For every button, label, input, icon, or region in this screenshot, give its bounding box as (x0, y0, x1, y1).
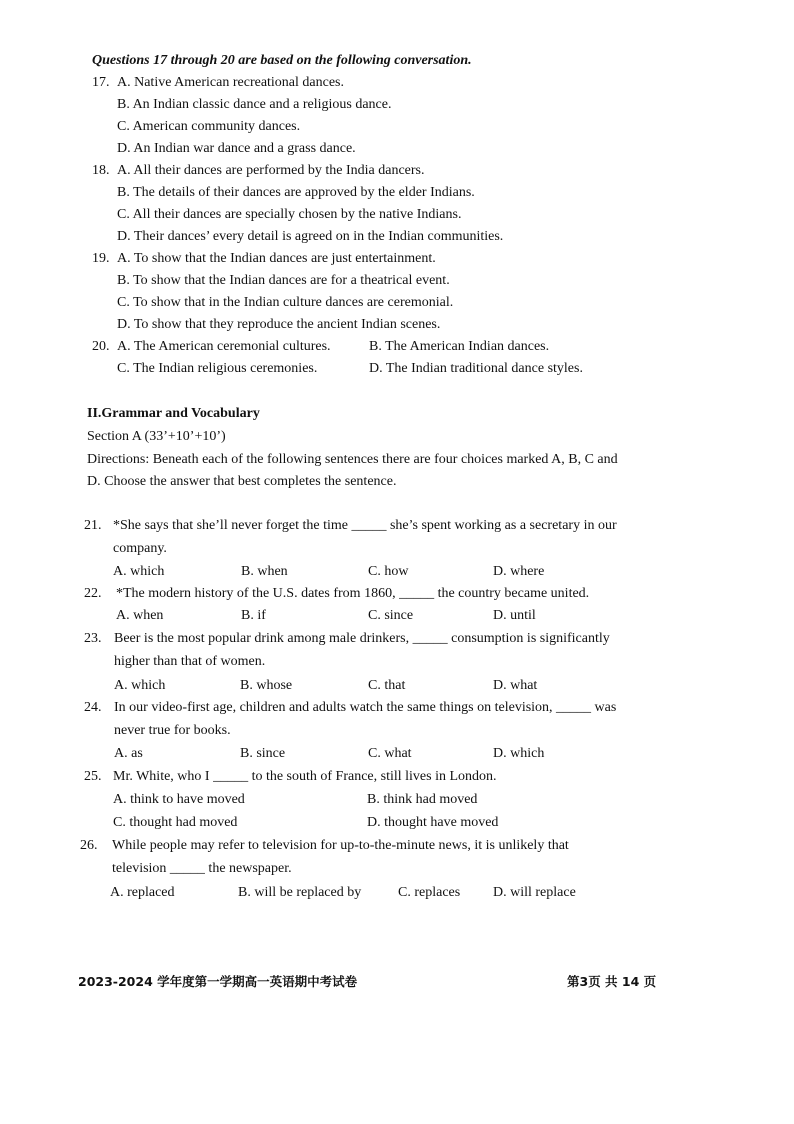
footer-exam-title: 2023-2024 学年度第一学期高一英语期中考试卷 (78, 974, 358, 989)
option-b: B. when (241, 564, 288, 579)
option-b: B. if (241, 608, 266, 623)
option-c: C. how (368, 564, 409, 579)
option-d: D. To show that they reproduce the ancient Indian scenes. (117, 317, 441, 332)
option-d: D. until (493, 608, 536, 623)
option-c: C. American community dances. (117, 119, 301, 134)
question-stem: In our video-first age, children and adults watch the same things on television, _____ was (114, 700, 617, 715)
directions-line-2: D. Choose the answer that best completes the sentence. (87, 474, 397, 489)
option-a: A. which (114, 678, 166, 693)
question-number: 23. (84, 631, 102, 646)
option-c: C. what (368, 746, 412, 761)
option-a: A. think to have moved (113, 792, 245, 807)
option-b: B. To show that the Indian dances are for a theatrical event. (117, 273, 450, 288)
question-stem: Mr. White, who I _____ to the south of France, still lives in London. (113, 769, 497, 784)
section-label: Section A (33’+10’+10’) (87, 429, 226, 444)
directions-line-1: Directions: Beneath each of the following sentences there are four choices marked A, B, C and (87, 452, 618, 467)
question-number: 24. (84, 700, 102, 715)
option-c: C. The Indian religious ceremonies. (117, 361, 318, 376)
option-b: B. The details of their dances are approved by the elder Indians. (117, 185, 475, 200)
question-number: 22. (84, 586, 102, 601)
question-stem: While people may refer to television for up-to-the-minute news, it is unlikely that (112, 838, 569, 853)
question-stem: *The modern history of the U.S. dates from 1860, _____ the country became united. (116, 586, 590, 601)
option-a: A. All their dances are performed by the India dancers. (117, 163, 425, 178)
option-a: A. replaced (110, 885, 175, 900)
question-number: 20. (92, 339, 110, 354)
question-number: 18. (92, 163, 110, 178)
option-a: A. as (114, 746, 143, 761)
question-number: 17. (92, 75, 110, 90)
option-b: B. The American Indian dances. (369, 339, 550, 354)
option-a: A. To show that the Indian dances are just entertainment. (117, 251, 436, 266)
question-stem-cont: higher than that of women. (114, 654, 266, 669)
option-a: A. which (113, 564, 165, 579)
option-b: B. since (240, 746, 286, 761)
option-c: C. To show that in the Indian culture dances are ceremonial. (117, 295, 454, 310)
option-b: B. will be replaced by (238, 885, 362, 900)
option-d: D. what (493, 678, 538, 693)
question-stem-cont: never true for books. (114, 723, 231, 738)
option-d: D. An Indian war dance and a grass dance. (117, 141, 356, 156)
option-b: B. think had moved (367, 792, 478, 807)
option-d: D. which (493, 746, 545, 761)
option-a: A. The American ceremonial cultures. (117, 339, 331, 354)
option-c: C. since (368, 608, 414, 623)
question-number: 19. (92, 251, 110, 266)
option-a: A. when (116, 608, 164, 623)
option-c: C. that (368, 678, 406, 693)
question-stem-cont: company. (113, 541, 167, 556)
question-number: 21. (84, 518, 102, 533)
option-c: C. replaces (398, 885, 461, 900)
option-d: D. The Indian traditional dance styles. (369, 361, 583, 376)
option-b: B. whose (240, 678, 293, 693)
option-b: B. An Indian classic dance and a religious dance. (117, 97, 392, 112)
option-d: D. thought have moved (367, 815, 499, 830)
option-c: C. thought had moved (113, 815, 238, 830)
option-d: D. will replace (493, 885, 576, 900)
option-d: D. Their dances’ every detail is agreed on in the Indian communities. (117, 229, 504, 244)
section-heading: II.Grammar and Vocabulary (87, 406, 260, 421)
question-number: 26. (80, 838, 98, 853)
question-stem-cont: television _____ the newspaper. (112, 861, 292, 876)
question-stem: Beer is the most popular drink among male drinkers, _____ consumption is significantly (114, 631, 610, 646)
option-c: C. All their dances are specially chosen by the native Indians. (117, 207, 462, 222)
question-stem: *She says that she’ll never forget the time _____ she’s spent working as a secretary in our (113, 518, 617, 533)
option-a: A. Native American recreational dances. (117, 75, 345, 90)
question-number: 25. (84, 769, 102, 784)
conversation-intro: Questions 17 through 20 are based on the following conversation. (92, 53, 472, 68)
option-d: D. where (493, 564, 545, 579)
footer-page-number: 第3页 共 14 页 (567, 974, 657, 989)
